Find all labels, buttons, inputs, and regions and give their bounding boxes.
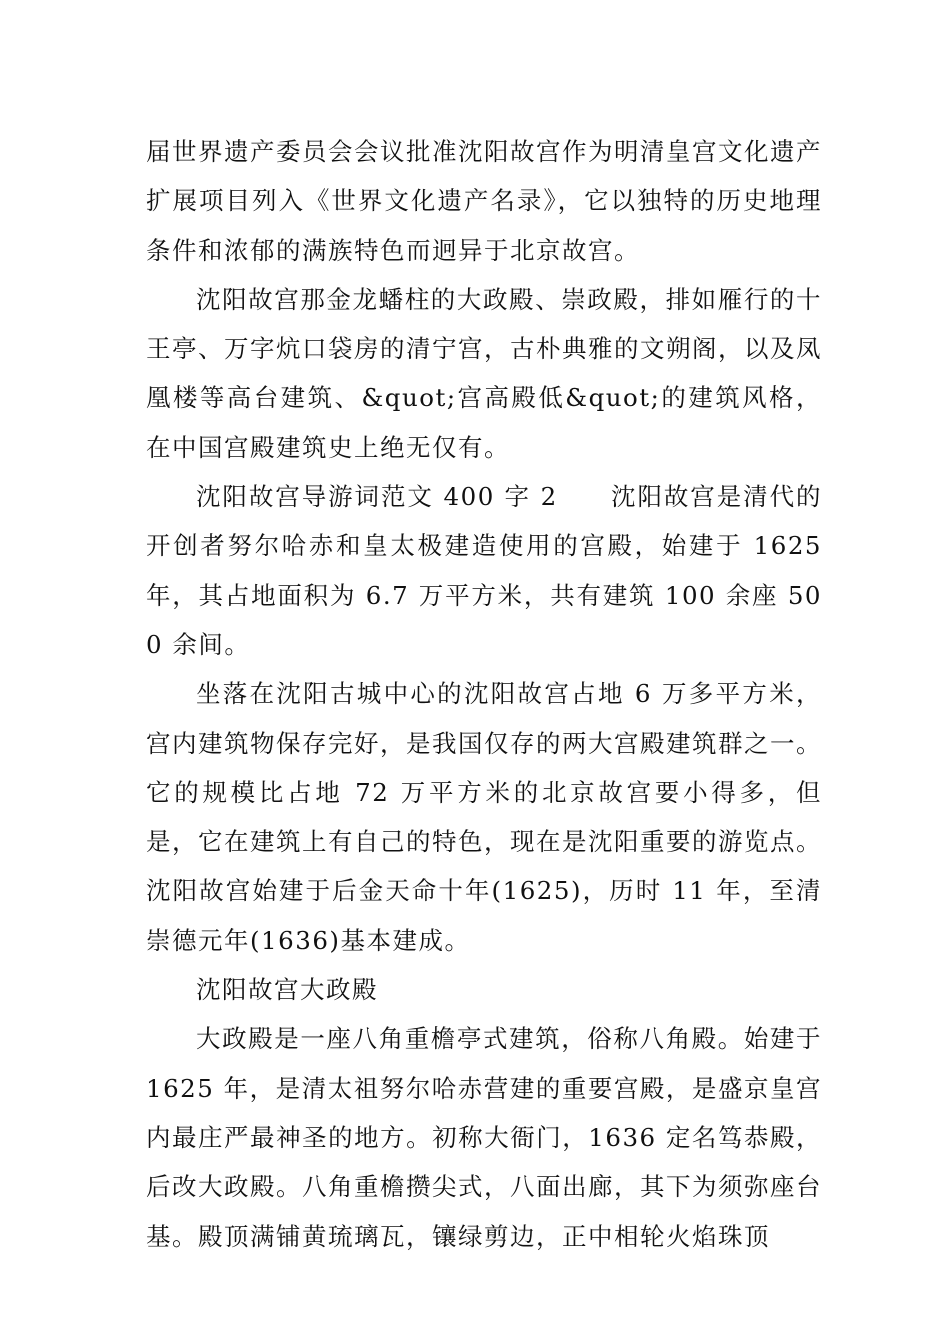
paragraph-guide-intro: 沈阳故宫导游词范文 400 字 2 沈阳故宫是清代的开创者努尔哈赤和皇太极建造使用的宫殿，始建于 1625 年，其占地面积为 6.7 万平方米，共有建筑 100 余座 500 余间。 (146, 482, 822, 659)
section-heading-dazheng-hall: 沈阳故宫大政殿 (196, 975, 378, 1005)
paragraph-continued: 届世界遗产委员会会议批准沈阳故宫作为明清皇宫文化遗产扩展项目列入《世界文化遗产名录》，它以独特的历史地理条件和浓郁的满族特色而迥异于北京故宫。 (146, 137, 822, 265)
paragraph-location: 坐落在沈阳古城中心的沈阳故宫占地 6 万多平方米，宫内建筑物保存完好，是我国仅存的两大宫殿建筑群之一。它的规模比占地 72 万平方米的北京故宫要小得多，但是，它在建筑上有自己的特色，现在是沈阳重要的游览点。沈阳故宫始建于后金天命十年(1625)，历时 11 年，至清崇德元年(1636)基本建成。 (146, 679, 822, 955)
paragraph-dazheng-hall: 大政殿是一座八角重檐亭式建筑，俗称八角殿。始建于 1625 年，是清太祖努尔哈赤营建的重要宫殿，是盛京皇宫内最庄严最神圣的地方。初称大衙门，1636 定名笃恭殿，后改大政殿。八角重檐攒尖式，八面出廊，其下为须弥座台基。殿顶满铺黄琉璃瓦，镶绿剪边，正中相轮火焰珠顶 (146, 1024, 822, 1251)
paragraph-architecture: 沈阳故宫那金龙蟠柱的大政殿、崇政殿，排如雁行的十王亭、万字炕口袋房的清宁宫，古朴典雅的文朔阁，以及凤凰楼等高台建筑、&quot;宫高殿低&quot;的建筑风格，在中国宫殿建筑史上绝无仅有。 (146, 284, 822, 462)
document-body (146, 127, 822, 1261)
